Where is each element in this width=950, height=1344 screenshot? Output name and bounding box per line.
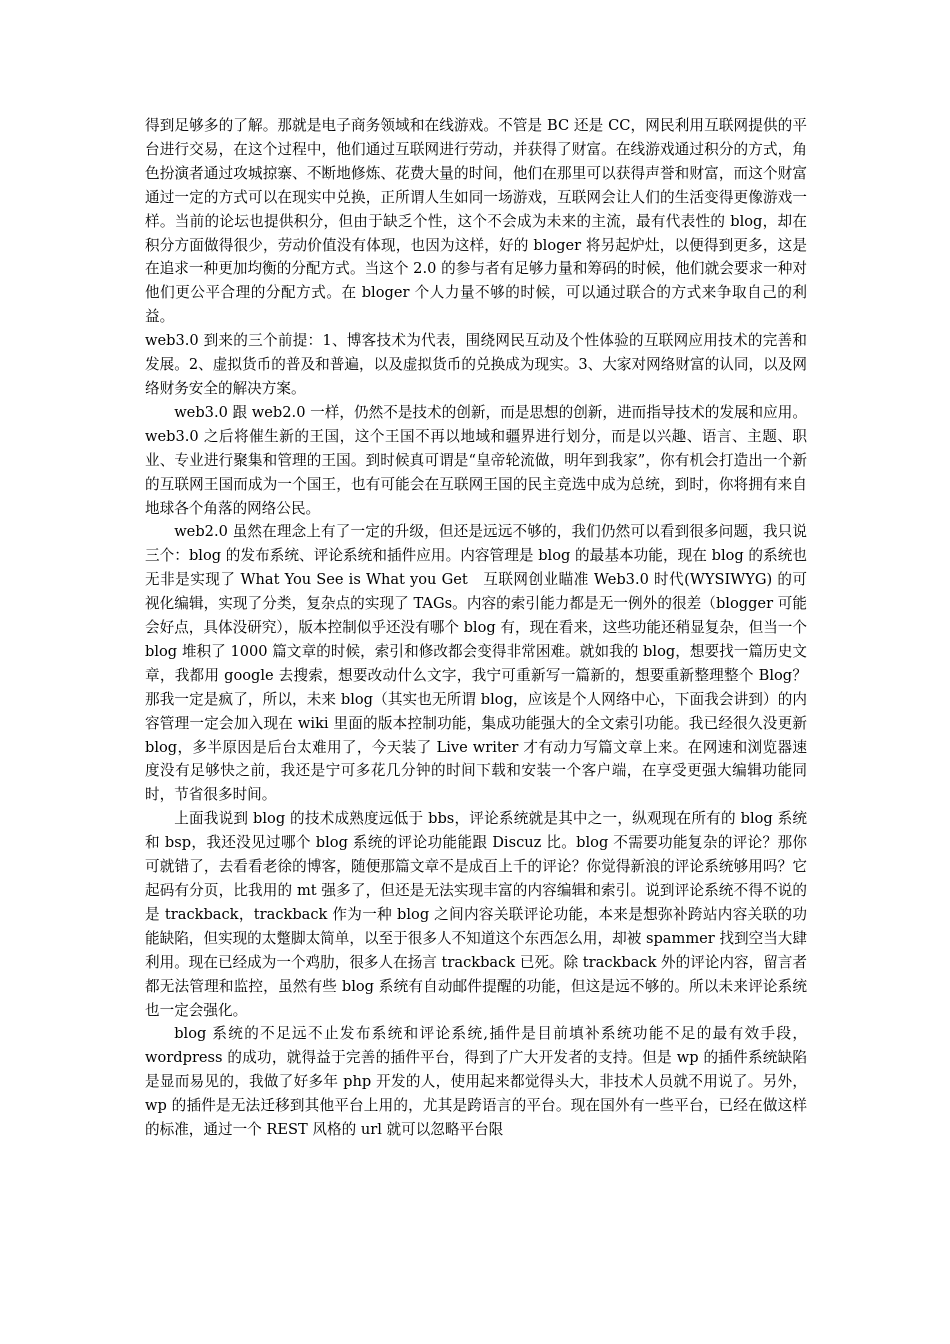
paragraph-5: 上面我说到 blog 的技术成熟度远低于 bbs，评论系统就是其中之一，纵观现在所有的 blog 系统和 bsp，我还没见过哪个 blog 系统的评论功能能跟 Discuz 比。blog 不需要功能复杂的评论？那你可就错了，去看看老徐的博客，随便那篇文章不是成百上千的评论？你觉得新浪的评论系统够用吗？它起码有分页，比我用的 mt 强多了，但还是无法实现丰富的内容编辑和索引。说到评论系统不得不说的是 trackback，trackback 作为一种 blog 之间内容关联评论功能，本来是想弥补跨站内容关联的功能缺陷，但实现的太蹩脚太简单，以至于很多人不知道这个东西怎么用，却被 spammer 找到空当大肆利用。现在已经成为一个鸡肋，很多人在扬言 trackback 已死。除 trackback 外的评论内容，留言者都无法管理和监控，虽然有些 blog 系统有自动邮件提醒的功能，但这是远不够的。所以未来评论系统也一定会强化。	[145, 810, 807, 1019]
paragraph-1: 得到足够多的了解。那就是电子商务领域和在线游戏。不管是 BC 还是 CC，网民利用互联网提供的平台进行交易，在这个过程中，他们通过互联网进行劳动，并获得了财富。在线游戏通过积分的方式，角色扮演者通过攻城掠寨、不断地修炼、花费大量的时间，他们在那里可以获得声誉和财富，而这个财富通过一定的方式可以在现实中兑换，正所谓人生如同一场游戏，互联网会让人们的生活变得更像游戏一样。当前的论坛也提供积分，但由于缺乏个性，这个不会成为未来的主流，最有代表性的 blog，却在积分方面做得很少，劳动价值没有体现，也因为这样，好的 bloger 将另起炉灶，以便得到更多，这是在追求一种更加均衡的分配方式。当这个 2.0 的参与者有足够力量和筹码的时候，他们就会要求一种对他们更公平合理的分配方式。在 bloger 个人力量不够的时候，可以通过联合的方式来争取自己的利益。	[145, 117, 807, 326]
paragraph-3: web3.0 跟 web2.0 一样，仍然不是技术的创新，而是思想的创新，进而指导技术的发展和应用。web3.0 之后将催生新的王国，这个王国不再以地域和疆界进行划分，而是以兴趣、语言、主题、职业、专业进行聚集和管理的王国。到时候真可谓是“皇帝轮流做，明年到我家”，你有机会打造出一个新的互联网王国而成为一个国王，也有可能会在互联网王国的民主竞选中成为总统，到时，你将拥有来自地球各个角落的网络公民。	[145, 403, 807, 517]
paragraph-6: blog 系统的不足远不止发布系统和评论系统,插件是目前填补系统功能不足的最有效手段，wordpress 的成功，就得益于完善的插件平台，得到了广大开发者的支持。但是 wp 的插件系统缺陷是显而易见的，我做了好多年 php 开发的人，使用起来都觉得头大，非技术人员就不用说了。另外，wp 的插件是无法迁移到其他平台上用的，尤其是跨语言的平台。现在国外有一些平台，已经在做这样的标准，通过一个 REST 风格的 url 就可以忽略平台限	[145, 1025, 807, 1139]
document-body	[145, 114, 807, 1142]
paragraph-2: web3.0 到来的三个前提：1、博客技术为代表，围绕网民互动及个性体验的互联网应用技术的完善和发展。2、虚拟货币的普及和普遍，以及虚拟货币的兑换成为现实。3、大家对网络财富的认同，以及网络财务安全的解决方案。	[145, 332, 807, 397]
paragraph-4: web2.0 虽然在理念上有了一定的升级，但还是远远不够的，我们仍然可以看到很多问题，我只说三个：blog 的发布系统、评论系统和插件应用。内容管理是 blog 的最基本功能，现在 blog 的系统也无非是实现了 What You See is What you Get 互联网创业瞄准 Web3.0 时代(WYSIWYG) 的可视化编辑，实现了分类，复杂点的实现了 TAGs。内容的索引能力都是无一例外的很差（blogger 可能会好点，具体没研究），版本控制似乎还没有哪个 blog 有，现在看来，这些功能还稍显复杂，但当一个 blog 堆积了 1000 篇文章的时候，索引和修改都会变得非常困难。就如我的 blog，想要找一篇历史文章，我都用 google 去搜索，想要改动什么文字，我宁可重新写一篇新的，想要重新整理整个 Blog？那我一定是疯了，所以，未来 blog（其实也无所谓 blog，应该是个人网络中心，下面我会讲到）的内容管理一定会加入现在 wiki 里面的版本控制功能，集成功能强大的全文索引功能。我已经很久没更新 blog，多半原因是后台太难用了，今天装了 Live writer 才有动力写篇文章上来。在网速和浏览器速度没有足够快之前，我还是宁可多花几分钟的时间下载和安装一个客户端，在享受更强大编辑功能同时，节省很多时间。	[145, 523, 807, 804]
